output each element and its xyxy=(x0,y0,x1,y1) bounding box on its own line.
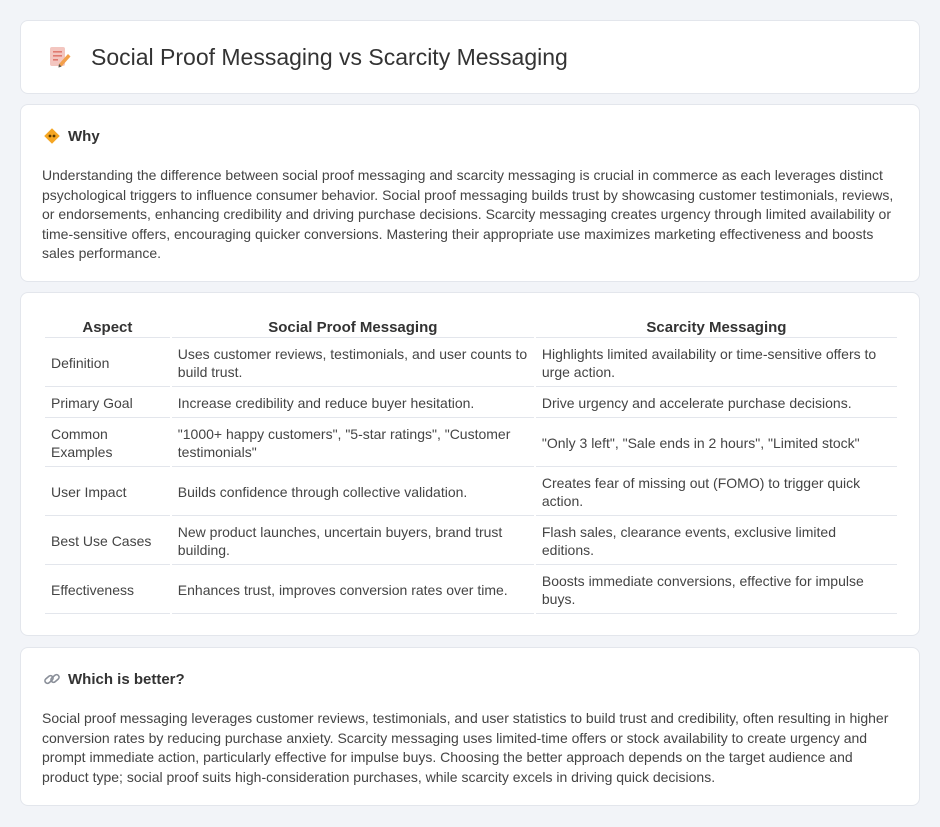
better-header xyxy=(43,670,185,688)
title-row xyxy=(45,43,568,71)
document-edit-icon xyxy=(45,43,73,71)
column-header: Scarcity Messaging xyxy=(536,317,897,338)
page-title: Social Proof Messaging vs Scarcity Messaging xyxy=(91,43,568,70)
table-row xyxy=(45,567,897,614)
why-text: Understanding the difference between social proof messaging and scarcity messaging is crucial in commerce as each leverages distinct psychological triggers to influence consumer behavior. Social proof messaging builds trust by showcasing customer testimonials, reviews, or endorsements, enhancing credibility and driving purchase decisions. Scarcity messaging creates urgency through limited availability or time-sensitive offers, encouraging quicker conversions. Mastering their appropriate use maximizes marketing effectiveness and boosts sales performance. xyxy=(42,167,894,262)
table-row xyxy=(45,389,897,418)
table-row xyxy=(45,340,897,387)
table-cell: Increase credibility and reduce buyer hesitation. xyxy=(172,389,534,418)
comparison-section xyxy=(20,292,920,636)
table-cell-aspect: User Impact xyxy=(45,469,170,516)
why-heading: Why xyxy=(68,127,100,145)
table-cell-aspect: Common Examples xyxy=(45,420,170,467)
table-cell: Drive urgency and accelerate purchase decisions. xyxy=(536,389,897,418)
table-cell: Creates fear of missing out (FOMO) to trigger quick action. xyxy=(536,469,897,516)
why-section xyxy=(20,104,920,282)
table-cell-aspect: Primary Goal xyxy=(45,389,170,418)
table-cell-aspect: Definition xyxy=(45,340,170,387)
better-heading: Which is better? xyxy=(68,670,185,688)
table-cell: Highlights limited availability or time-sensitive offers to urge action. xyxy=(536,340,897,387)
column-header: Social Proof Messaging xyxy=(172,317,534,338)
table-cell: Builds confidence through collective validation. xyxy=(172,469,534,516)
which-better-section xyxy=(20,647,920,806)
title-card xyxy=(20,20,920,94)
link-icon xyxy=(43,670,61,688)
table-row xyxy=(45,420,897,467)
table-row xyxy=(45,518,897,565)
table-cell: Uses customer reviews, testimonials, and user counts to build trust. xyxy=(172,340,534,387)
better-text: Social proof messaging leverages customer reviews, testimonials, and user statistics to build trust and credibility, often resulting in higher conversion rates by reducing purchase anxiety. Scarcity messaging uses limited-time offers or stock availability to create urgency and prompt immediate action, particularly effective for impulse buys. Choosing the better approach depends on the target audience and product type; social proof suits high-consideration purchases, while scarcity excels in driving quick decisions. xyxy=(42,710,889,785)
table-cell-aspect: Best Use Cases xyxy=(45,518,170,565)
table-cell: Enhances trust, improves conversion rates over time. xyxy=(172,567,534,614)
table-cell: Boosts immediate conversions, effective for impulse buys. xyxy=(536,567,897,614)
column-header: Aspect xyxy=(45,317,170,338)
comparison-table xyxy=(43,315,899,616)
why-header xyxy=(43,127,100,145)
table-header-row xyxy=(45,317,897,338)
table-cell-aspect: Effectiveness xyxy=(45,567,170,614)
table-cell: New product launches, uncertain buyers, brand trust building. xyxy=(172,518,534,565)
table-cell: "Only 3 left", "Sale ends in 2 hours", "Limited stock" xyxy=(536,420,897,467)
table-cell: Flash sales, clearance events, exclusive limited editions. xyxy=(536,518,897,565)
table-row xyxy=(45,469,897,516)
table-cell: "1000+ happy customers", "5-star ratings", "Customer testimonials" xyxy=(172,420,534,467)
diamond-sign-icon xyxy=(43,127,61,145)
